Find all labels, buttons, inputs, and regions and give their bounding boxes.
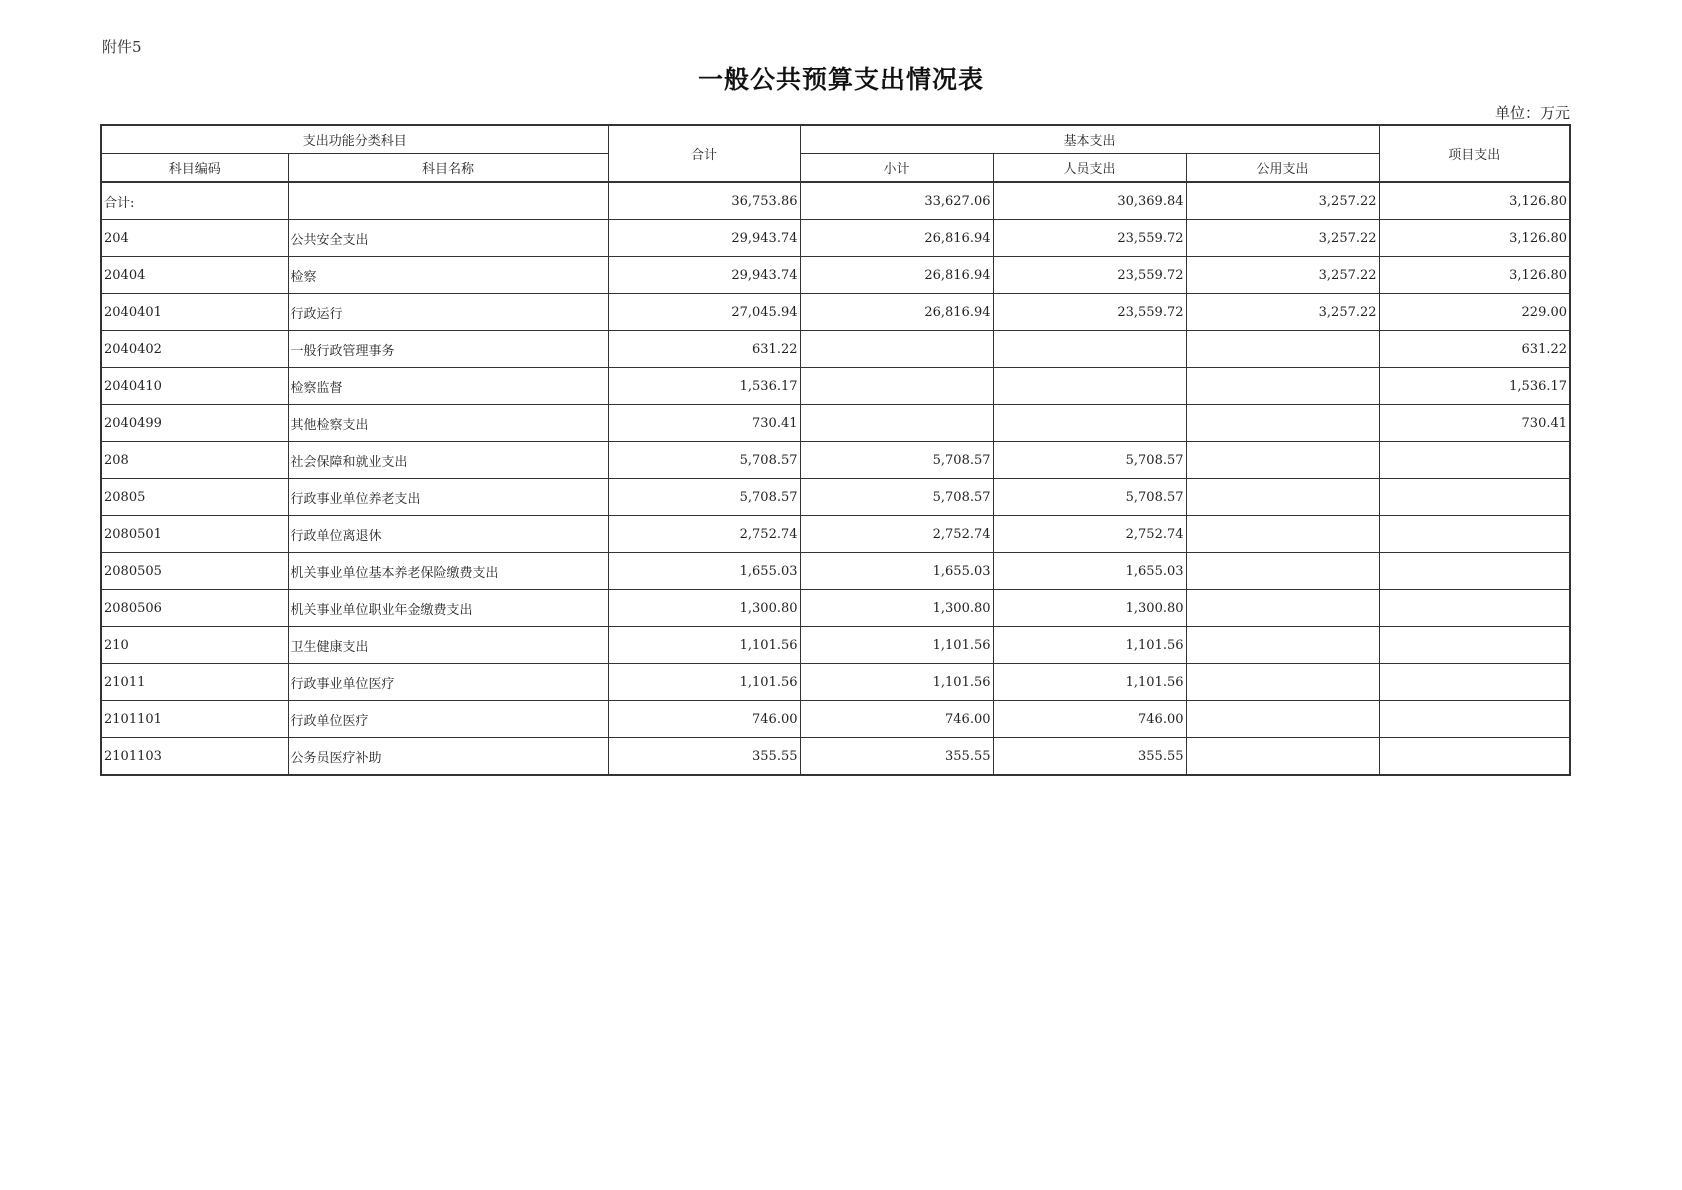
- cell-name: 公共安全支出: [288, 220, 608, 257]
- cell-total: 1,536.17: [608, 368, 800, 405]
- table-row: [101, 664, 1570, 701]
- cell-name: 卫生健康支出: [288, 627, 608, 664]
- cell-total: 730.41: [608, 405, 800, 442]
- cell-code: 2040499: [101, 405, 288, 442]
- cell-total: 355.55: [608, 738, 800, 776]
- cell-code: 21011: [101, 664, 288, 701]
- cell-personnel: 23,559.72: [993, 220, 1186, 257]
- cell-personnel: [993, 405, 1186, 442]
- cell-public-use: [1186, 590, 1379, 627]
- cell-subtotal: [800, 368, 993, 405]
- cell-project: [1379, 442, 1570, 479]
- cell-code: 2080501: [101, 516, 288, 553]
- cell-name: 一般行政管理事务: [288, 331, 608, 368]
- cell-subtotal: 1,101.56: [800, 664, 993, 701]
- cell-public-use: [1186, 701, 1379, 738]
- cell-public-use: [1186, 664, 1379, 701]
- cell-name: 其他检察支出: [288, 405, 608, 442]
- cell-subtotal: 355.55: [800, 738, 993, 776]
- cell-name: 机关事业单位职业年金缴费支出: [288, 590, 608, 627]
- table-row: [101, 516, 1570, 553]
- table-row: [101, 701, 1570, 738]
- attachment-label: 附件5: [102, 38, 142, 56]
- cell-project: 3,126.80: [1379, 220, 1570, 257]
- cell-subtotal: 5,708.57: [800, 442, 993, 479]
- unit-label: 单位：万元: [1494, 104, 1570, 122]
- table-row: [101, 479, 1570, 516]
- cell-project: [1379, 553, 1570, 590]
- cell-personnel: 23,559.72: [993, 294, 1186, 331]
- cell-name: 行政运行: [288, 294, 608, 331]
- cell-personnel: 1,101.56: [993, 664, 1186, 701]
- cell-total: 1,300.80: [608, 590, 800, 627]
- cell-subtotal: 1,300.80: [800, 590, 993, 627]
- cell-code: 210: [101, 627, 288, 664]
- cell-code: 20404: [101, 257, 288, 294]
- cell-public-use: 3,257.22: [1186, 294, 1379, 331]
- table-row: [101, 738, 1570, 776]
- cell-code: 2080505: [101, 553, 288, 590]
- table-row: [101, 368, 1570, 405]
- cell-project: [1379, 664, 1570, 701]
- cell-total: 631.22: [608, 331, 800, 368]
- cell-subtotal: 746.00: [800, 701, 993, 738]
- cell-public-use: [1186, 442, 1379, 479]
- cell-personnel: 2,752.74: [993, 516, 1186, 553]
- cell-public-use: [1186, 479, 1379, 516]
- table-row: [101, 553, 1570, 590]
- table-row: [101, 590, 1570, 627]
- cell-project: [1379, 590, 1570, 627]
- cell-total: 1,101.56: [608, 664, 800, 701]
- cell-name: 检察监督: [288, 368, 608, 405]
- cell-subtotal: 26,816.94: [800, 257, 993, 294]
- cell-project: 631.22: [1379, 331, 1570, 368]
- table-row: [101, 442, 1570, 479]
- cell-personnel: 30,369.84: [993, 182, 1186, 220]
- cell-personnel: [993, 368, 1186, 405]
- cell-code: 2040410: [101, 368, 288, 405]
- cell-code: 2080506: [101, 590, 288, 627]
- cell-project: 3,126.80: [1379, 257, 1570, 294]
- cell-code: 2101103: [101, 738, 288, 776]
- cell-subtotal: 1,655.03: [800, 553, 993, 590]
- cell-project: [1379, 738, 1570, 776]
- table-row: [101, 405, 1570, 442]
- table-row: [101, 182, 1570, 220]
- cell-personnel: 355.55: [993, 738, 1186, 776]
- cell-personnel: 746.00: [993, 701, 1186, 738]
- cell-name: [288, 182, 608, 220]
- cell-name: 行政事业单位医疗: [288, 664, 608, 701]
- cell-total: 29,943.74: [608, 220, 800, 257]
- cell-project: 3,126.80: [1379, 182, 1570, 220]
- cell-total: 5,708.57: [608, 442, 800, 479]
- cell-project: 1,536.17: [1379, 368, 1570, 405]
- header-code: 科目编码: [101, 154, 288, 183]
- cell-name: 检察: [288, 257, 608, 294]
- cell-total: 1,655.03: [608, 553, 800, 590]
- cell-public-use: [1186, 553, 1379, 590]
- cell-name: 公务员医疗补助: [288, 738, 608, 776]
- cell-personnel: 1,101.56: [993, 627, 1186, 664]
- table-row: [101, 331, 1570, 368]
- table-row: [101, 294, 1570, 331]
- cell-public-use: [1186, 368, 1379, 405]
- header-name: 科目名称: [288, 154, 608, 183]
- cell-personnel: 5,708.57: [993, 479, 1186, 516]
- cell-subtotal: 26,816.94: [800, 294, 993, 331]
- cell-subtotal: [800, 331, 993, 368]
- cell-public-use: [1186, 331, 1379, 368]
- header-subtotal: 小计: [800, 154, 993, 183]
- budget-table: [100, 124, 1571, 776]
- cell-total: 36,753.86: [608, 182, 800, 220]
- header-total: 合计: [608, 125, 800, 182]
- cell-project: [1379, 516, 1570, 553]
- cell-total: 29,943.74: [608, 257, 800, 294]
- cell-public-use: 3,257.22: [1186, 220, 1379, 257]
- cell-public-use: [1186, 516, 1379, 553]
- cell-project: 730.41: [1379, 405, 1570, 442]
- cell-code: 2040402: [101, 331, 288, 368]
- table-row: [101, 627, 1570, 664]
- cell-project: [1379, 701, 1570, 738]
- cell-project: [1379, 479, 1570, 516]
- cell-name: 机关事业单位基本养老保险缴费支出: [288, 553, 608, 590]
- cell-total: 1,101.56: [608, 627, 800, 664]
- cell-personnel: 1,300.80: [993, 590, 1186, 627]
- cell-subtotal: 1,101.56: [800, 627, 993, 664]
- table-header: [101, 125, 1570, 182]
- cell-total: 746.00: [608, 701, 800, 738]
- cell-personnel: [993, 331, 1186, 368]
- cell-subtotal: 33,627.06: [800, 182, 993, 220]
- table-row: [101, 257, 1570, 294]
- cell-code: 20805: [101, 479, 288, 516]
- cell-name: 社会保障和就业支出: [288, 442, 608, 479]
- cell-total: 2,752.74: [608, 516, 800, 553]
- cell-name: 行政单位离退休: [288, 516, 608, 553]
- cell-project: 229.00: [1379, 294, 1570, 331]
- cell-public-use: [1186, 405, 1379, 442]
- cell-code: 204: [101, 220, 288, 257]
- cell-personnel: 5,708.57: [993, 442, 1186, 479]
- header-project: 项目支出: [1379, 125, 1570, 182]
- table-row: [101, 220, 1570, 257]
- cell-subtotal: 26,816.94: [800, 220, 993, 257]
- cell-personnel: 1,655.03: [993, 553, 1186, 590]
- cell-total: 5,708.57: [608, 479, 800, 516]
- cell-name: 行政单位医疗: [288, 701, 608, 738]
- header-public-use: 公用支出: [1186, 154, 1379, 183]
- cell-code: 2040401: [101, 294, 288, 331]
- header-func-class: 支出功能分类科目: [101, 125, 608, 154]
- cell-subtotal: 5,708.57: [800, 479, 993, 516]
- cell-public-use: [1186, 627, 1379, 664]
- cell-personnel: 23,559.72: [993, 257, 1186, 294]
- cell-name: 行政事业单位养老支出: [288, 479, 608, 516]
- cell-code: 208: [101, 442, 288, 479]
- cell-code: 合计:: [101, 182, 288, 220]
- table-body: [101, 182, 1570, 775]
- header-personnel: 人员支出: [993, 154, 1186, 183]
- cell-public-use: [1186, 738, 1379, 776]
- cell-subtotal: [800, 405, 993, 442]
- header-basic: 基本支出: [800, 125, 1379, 154]
- cell-subtotal: 2,752.74: [800, 516, 993, 553]
- cell-project: [1379, 627, 1570, 664]
- cell-code: 2101101: [101, 701, 288, 738]
- cell-public-use: 3,257.22: [1186, 182, 1379, 220]
- cell-public-use: 3,257.22: [1186, 257, 1379, 294]
- cell-total: 27,045.94: [608, 294, 800, 331]
- page-title: 一般公共预算支出情况表: [697, 65, 984, 94]
